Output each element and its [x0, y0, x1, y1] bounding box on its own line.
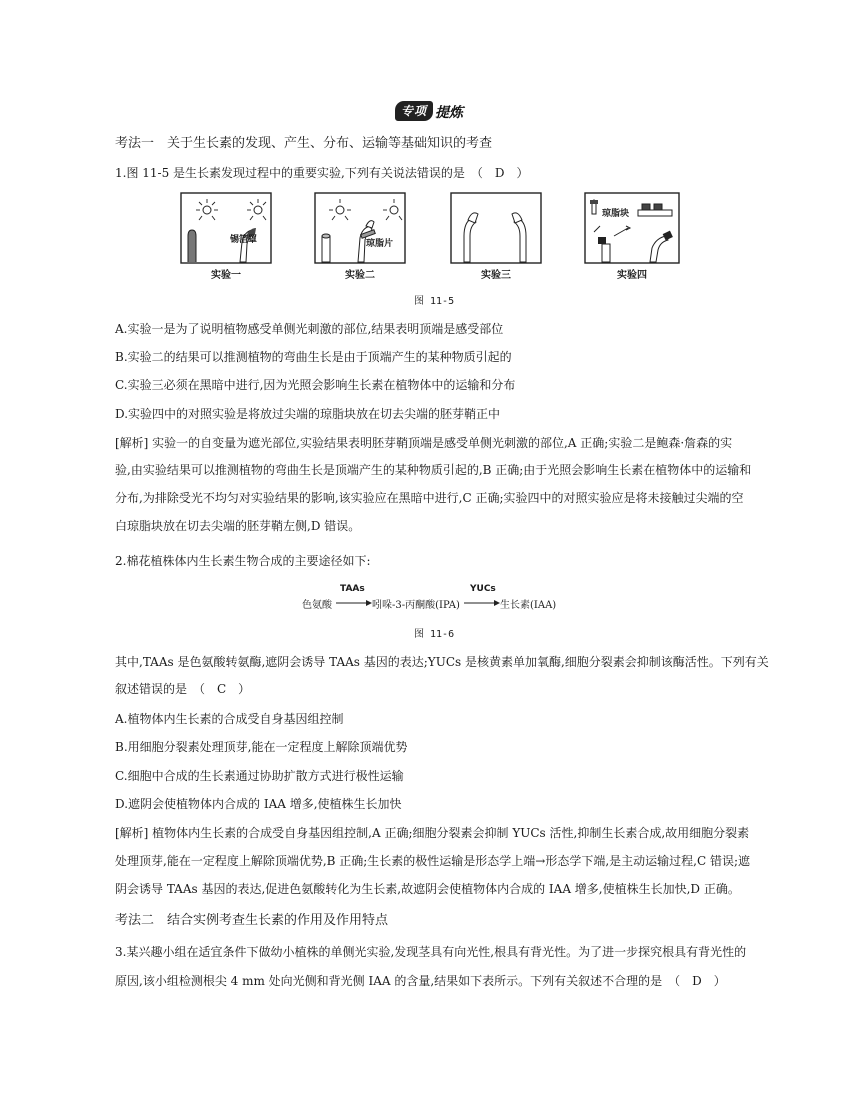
panel4-label: 实验四 — [617, 270, 647, 281]
panel2-label: 实验二 — [345, 270, 375, 281]
figure-11-5 — [180, 192, 680, 284]
pathway-end: 生长素(IAA) — [500, 600, 557, 611]
q2-analysis-line: 处理顶芽,能在一定程度上解除顶端优势,B 正确;生长素的极性运输是形态学上端→形态学下端,是主动运输过程,C 错误;遮 — [115, 854, 751, 868]
experiment-4-panel — [584, 192, 680, 280]
pathway-start: 色氨酸 — [302, 600, 332, 611]
banner-title: 提炼 — [435, 105, 463, 121]
pathway-arrow-2 — [464, 600, 500, 606]
q1-analysis-line: 分布,为排除受光不均匀对实验结果的影响,该实验应在黑暗中进行,C 正确;实验四中的对照实验应是将未接触过尖端的空 — [115, 491, 744, 505]
q3-stem-line: 3.某兴趣小组在适宜条件下做幼小植株的单侧光实验,发现茎具有向光性,根具有背光性。为了进一步探究根具有背光性的 — [115, 945, 747, 959]
q2-option-c: C.细胞中合成的生长素通过协助扩散方式进行极性运输 — [115, 769, 404, 783]
figure-11-5-caption: 图 11-5 — [414, 296, 455, 307]
panel3-label: 实验三 — [481, 270, 511, 281]
q1-option-a: A.实验一是为了说明植物感受单侧光刺激的部位,结果表明顶端是感受部位 — [115, 322, 504, 336]
q2-body-line: 叙述错误的是 （ C ） — [115, 682, 251, 696]
pathway-middle: 吲哚-3-丙酮酸(IPA) — [372, 600, 460, 611]
auxin-pathway-diagram — [300, 584, 570, 614]
method1-title: 考法一 关于生长素的发现、产生、分布、运输等基础知识的考查 — [115, 136, 493, 151]
q3-stem-line: 原因,该小组检测根尖 4 mm 处向光侧和背光侧 IAA 的含量,结果如下表所示。下列有关叙述不合理的是 （ D ） — [115, 974, 726, 988]
q1-analysis-line: 白琼脂块放在切去尖端的胚芽鞘左侧,D 错误。 — [115, 519, 361, 533]
panel2-callout: 琼脂片 — [366, 239, 394, 249]
q1-analysis-line: [解析] 实验一的自变量为遮光部位,实验结果表明胚芽鞘顶端是感受单侧光刺激的部位,A 正确;实验二是鲍森·詹森的实 — [115, 436, 733, 450]
q1-option-d: D.实验四中的对照实验是将放过尖端的琼脂块放在切去尖端的胚芽鞘正中 — [115, 407, 501, 421]
experiment-2-panel — [314, 192, 406, 280]
q1-option-b: B.实验二的结果可以推测植物的弯曲生长是由于顶端产生的某种物质引起的 — [115, 350, 512, 364]
q2-option-d: D.遮阴会使植物体内合成的 IAA 增多,使植株生长加快 — [115, 797, 402, 811]
q1-option-c: C.实验三必须在黑暗中进行,因为光照会影响生长素在植物体中的运输和分布 — [115, 378, 516, 392]
q2-stem: 2.棉花植株体内生长素生物合成的主要途径如下: — [115, 554, 371, 568]
section-banner — [395, 101, 465, 123]
banner-badge: 专项 — [395, 101, 433, 121]
panel1-callout: 锡箔罩 — [230, 235, 258, 245]
q2-analysis-line: 阴会诱导 TAAs 基因的表达,促进色氨酸转化为生长素,故遮阴会使植物体内合成的 IAA 增多,使植株生长加快,D 正确。 — [115, 882, 740, 896]
panel1-label: 实验一 — [211, 270, 241, 281]
method2-title: 考法二 结合实例考查生长素的作用及作用特点 — [115, 913, 389, 928]
q2-analysis-line: [解析] 植物体内生长素的合成受自身基因组控制,A 正确;细胞分裂素会抑制 YUCs 活性,抑制生长素合成,故用细胞分裂素 — [115, 826, 750, 840]
q2-option-b: B.用细胞分裂素处理顶芽,能在一定程度上解除顶端优势 — [115, 740, 408, 754]
experiment-3-panel — [450, 192, 542, 280]
panel4-callout: 琼脂块 — [602, 209, 630, 219]
pathway-enzyme-2: YUCs — [470, 584, 496, 594]
figure-11-6-caption: 图 11-6 — [414, 629, 455, 640]
pathway-arrow-1 — [336, 600, 372, 606]
experiment-1-panel — [180, 192, 272, 280]
pathway-enzyme-1: TAAs — [340, 584, 365, 594]
q2-body-line: 其中,TAAs 是色氨酸转氨酶,遮阴会诱导 TAAs 基因的表达;YUCs 是核黄素单加氧酶,细胞分裂素会抑制该酶活性。下列有关 — [115, 655, 769, 669]
q2-option-a: A.植物体内生长素的合成受自身基因组控制 — [115, 712, 344, 726]
q1-analysis-line: 验,由实验结果可以推测植物的弯曲生长是顶端产生的某种物质引起的,B 正确;由于光照会影响生长素在植物体中的运输和 — [115, 463, 752, 477]
q1-stem: 1.图 11-5 是生长素发现过程中的重要实验,下列有关说法错误的是 （ D ） — [115, 166, 529, 180]
